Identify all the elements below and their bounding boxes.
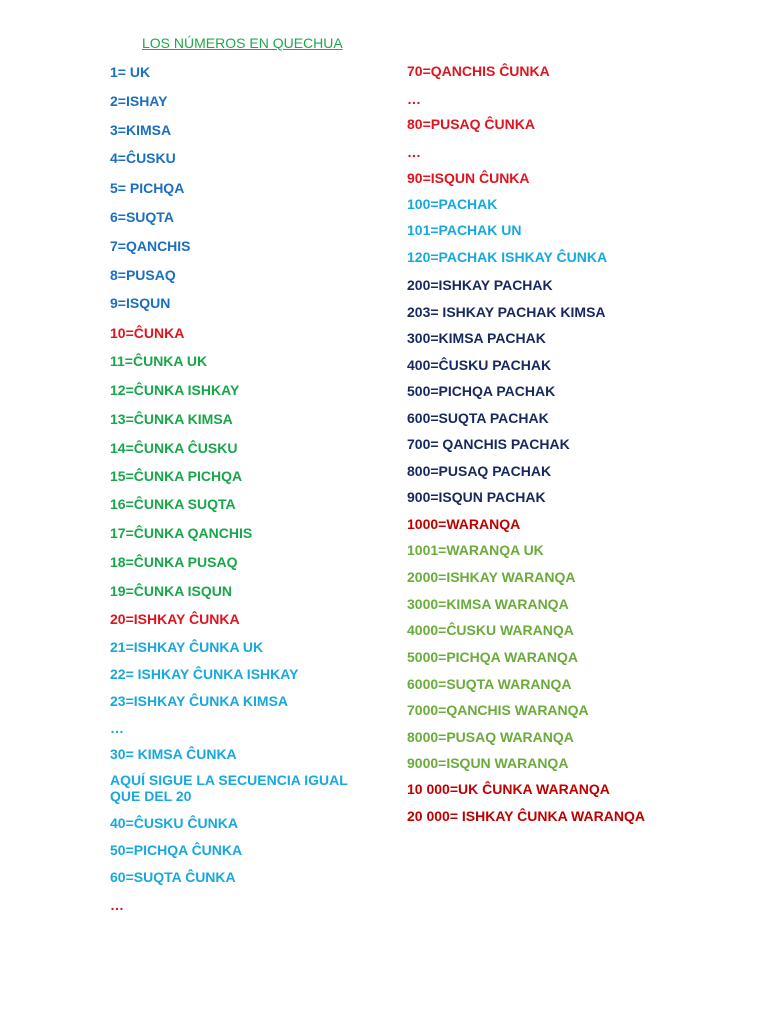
left-entry: 11=ĈUNKA UK [110,353,208,369]
left-entry: 21=ISHKAY ĈUNKA UK [110,639,264,655]
right-entry: 3000=KIMSA WARANQA [407,596,569,612]
left-entry: 9=ISQUN [110,295,171,311]
left-entry: 15=ĈUNKA PICHQA [110,468,243,484]
right-entry: 9000=ISQUN WARANQA [407,755,569,771]
left-entry: 7=QANCHIS [110,238,191,254]
right-entry: 1000=WARANQA [407,516,521,532]
right-entry: … [407,144,421,160]
left-entry: … [110,720,124,736]
right-entry: 2000=ISHKAY WARANQA [407,569,576,585]
left-entry: 6=SUQTA [110,209,174,225]
left-entry: 4=ĈUSKU [110,150,176,166]
document-title: LOS NÚMEROS EN QUECHUA [142,35,343,51]
left-entry: 30= KIMSA ĈUNKA [110,746,237,762]
right-entry: 400=ĈUSKU PACHAK [407,357,552,373]
left-entry: 3=KIMSA [110,122,172,138]
left-entry: 8=PUSAQ [110,267,176,283]
right-entry: 7000=QANCHIS WARANQA [407,702,589,718]
left-entry: 60=SUQTA ĈUNKA [110,869,236,885]
right-entry: 8000=PUSAQ WARANQA [407,729,574,745]
left-entry: 18=ĈUNKA PUSAQ [110,554,238,570]
right-entry: 500=PICHQA PACHAK [407,383,556,399]
right-entry: 600=SUQTA PACHAK [407,410,549,426]
right-entry: 20 000= ISHKAY ĈUNKA WARANQA [407,808,645,824]
left-entry: 40=ĈUSKU ĈUNKA [110,815,238,831]
right-entry: 900=ISQUN PACHAK [407,489,546,505]
left-entry: 17=ĈUNKA QANCHIS [110,525,253,541]
left-entry: 12=ĈUNKA ISHKAY [110,382,240,398]
right-entry: 1001=WARANQA UK [407,542,544,558]
right-entry: 700= QANCHIS PACHAK [407,436,570,452]
right-entry: 5000=PICHQA WARANQA [407,649,579,665]
right-entry: 101=PACHAK UN [407,222,522,238]
right-entry: 800=PUSAQ PACHAK [407,463,552,479]
left-entry: 5= PICHQA [110,180,185,196]
left-entry: 2=ISHAY [110,93,168,109]
right-entry: 203= ISHKAY PACHAK KIMSA [407,304,606,320]
left-entry: 1= UK [110,64,151,80]
left-entry: 14=ĈUNKA ĈUSKU [110,440,238,456]
left-entry: 10=ĈUNKA [110,325,185,341]
right-entry: 10 000=UK ĈUNKA WARANQA [407,781,610,797]
right-entry: 100=PACHAK [407,196,498,212]
right-entry: … [407,91,421,107]
left-entry: 50=PICHQA ĈUNKA [110,842,243,858]
right-entry: 6000=SUQTA WARANQA [407,676,572,692]
right-entry: 120=PACHAK ISHKAY ĈUNKA [407,249,608,265]
left-entry: 22= ISHKAY ĈUNKA ISHKAY [110,666,299,682]
left-entry: AQUÍ SIGUE LA SECUENCIA IGUAL QUE DEL 20 [110,772,348,804]
left-entry: … [110,897,124,913]
left-entry: 23=ISHKAY ĈUNKA KIMSA [110,693,289,709]
left-entry: 19=ĈUNKA ISQUN [110,583,233,599]
left-entry: 20=ISHKAY ĈUNKA [110,611,240,627]
right-entry: 300=KIMSA PACHAK [407,330,546,346]
right-entry: 70=QANCHIS ĈUNKA [407,63,550,79]
left-entry: 13=ĈUNKA KIMSA [110,411,233,427]
right-entry: 200=ISHKAY PACHAK [407,277,553,293]
right-entry: 80=PUSAQ ĈUNKA [407,116,535,132]
left-entry: 16=ĈUNKA SUQTA [110,496,236,512]
right-entry: 4000=ĈUSKU WARANQA [407,622,574,638]
right-entry: 90=ISQUN ĈUNKA [407,170,530,186]
